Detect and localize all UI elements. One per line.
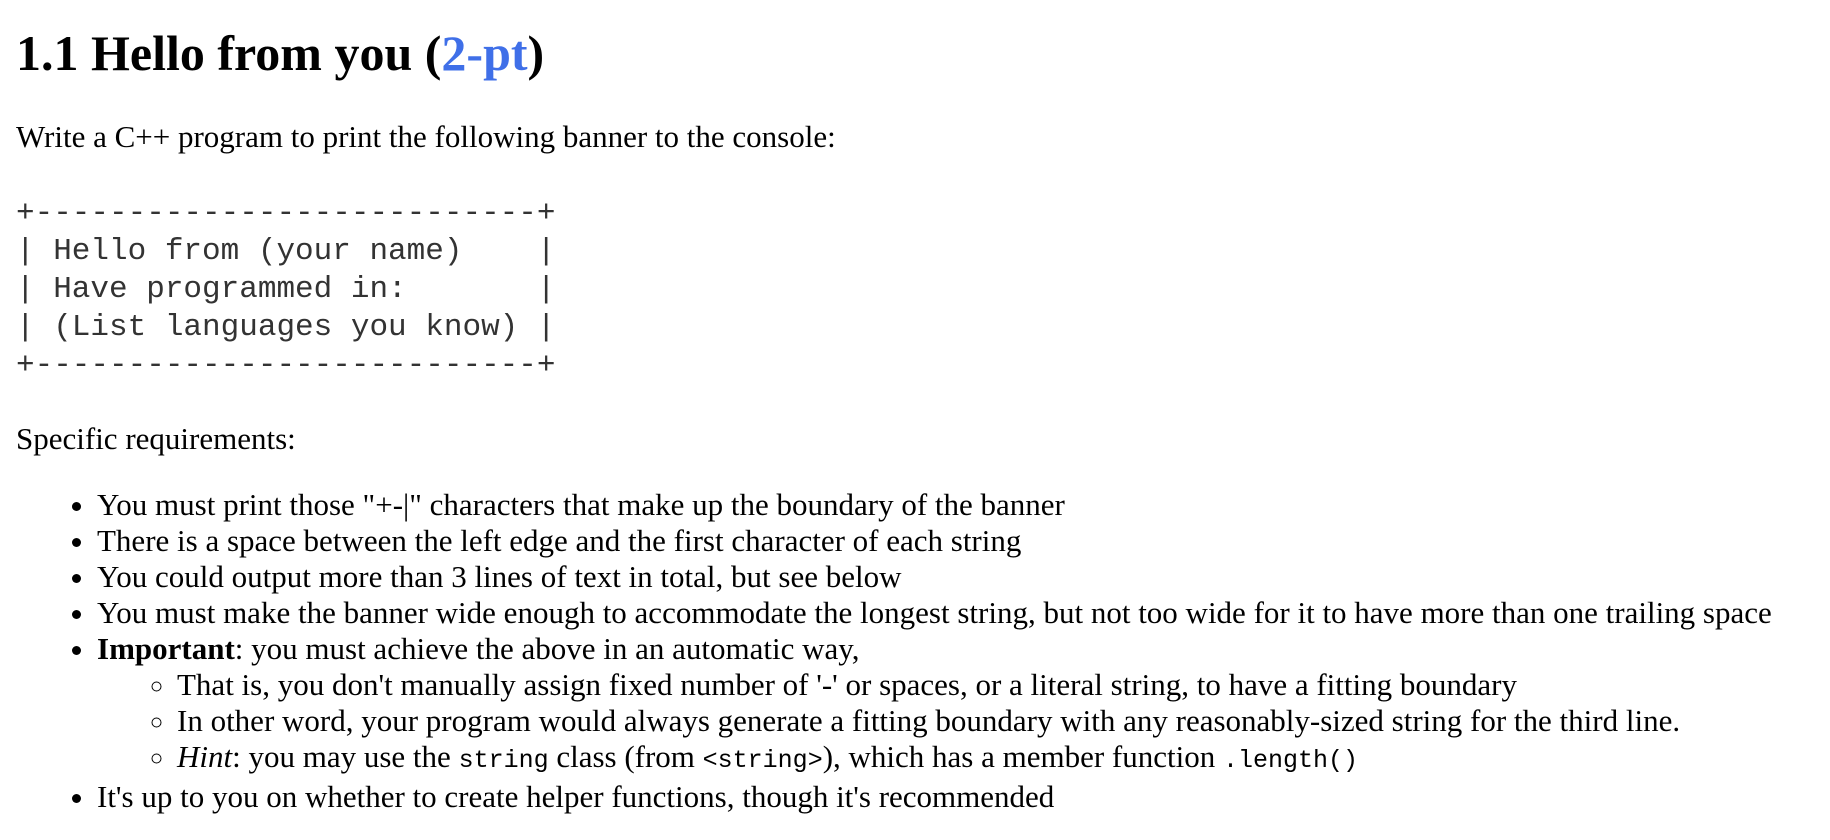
important-label: Important (97, 631, 235, 666)
list-item-important (97, 631, 1772, 779)
section-title (16, 24, 544, 82)
hint-text: class (from (548, 739, 703, 774)
banner-line: | Hello from (your name) | (16, 234, 556, 269)
section-title-text: 1.1 Hello from you ( (16, 25, 442, 81)
banner-line: | Have programmed in: | (16, 272, 556, 307)
list-item: • You must print those "+-|" characters that make up the boundary of the banner (97, 487, 1772, 523)
sub-list-item: ◦ That is, you don't manually assign fixed number of '-' or spaces, or a literal string, to have a fitting boundary (177, 667, 1772, 703)
list-item: • You must make the banner wide enough to accommodate the longest string, but not too wide for it to have more than one trailing space (97, 595, 1772, 631)
banner-line: +---------------------------+ (16, 348, 556, 383)
list-item: • You could output more than 3 lines of text in total, but see below (97, 559, 1772, 595)
banner-example (16, 195, 556, 385)
banner-line: | (List languages you know) | (16, 310, 556, 345)
intro-paragraph: Write a C++ program to print the following banner to the console: (16, 119, 836, 154)
important-text: : you must achieve the above in an automatic way, (234, 631, 860, 666)
list-item: • It's up to you on whether to create helper functions, though it's recommended (97, 779, 1772, 815)
sub-list-item-hint (177, 739, 1772, 779)
list-item: • There is a space between the left edge and the first character of each string (97, 523, 1772, 559)
important-sublist (97, 667, 1772, 779)
requirements-heading: Specific requirements: (16, 421, 296, 456)
hint-label: Hint (177, 739, 233, 774)
section-title-close: ) (527, 25, 545, 81)
requirements-list (16, 487, 1772, 815)
banner-line: +---------------------------+ (16, 196, 556, 231)
sub-list-item: ◦ In other word, your program would always generate a fitting boundary with any reasonably-sized string for the third line. (177, 703, 1772, 739)
code-string-header: <string> (702, 746, 823, 775)
hint-text: ), which has a member function (822, 739, 1223, 774)
points-label: 2-pt (441, 25, 528, 81)
code-length: .length() (1223, 746, 1359, 775)
hint-text: : you may use the (232, 739, 459, 774)
code-string: string (458, 746, 549, 775)
